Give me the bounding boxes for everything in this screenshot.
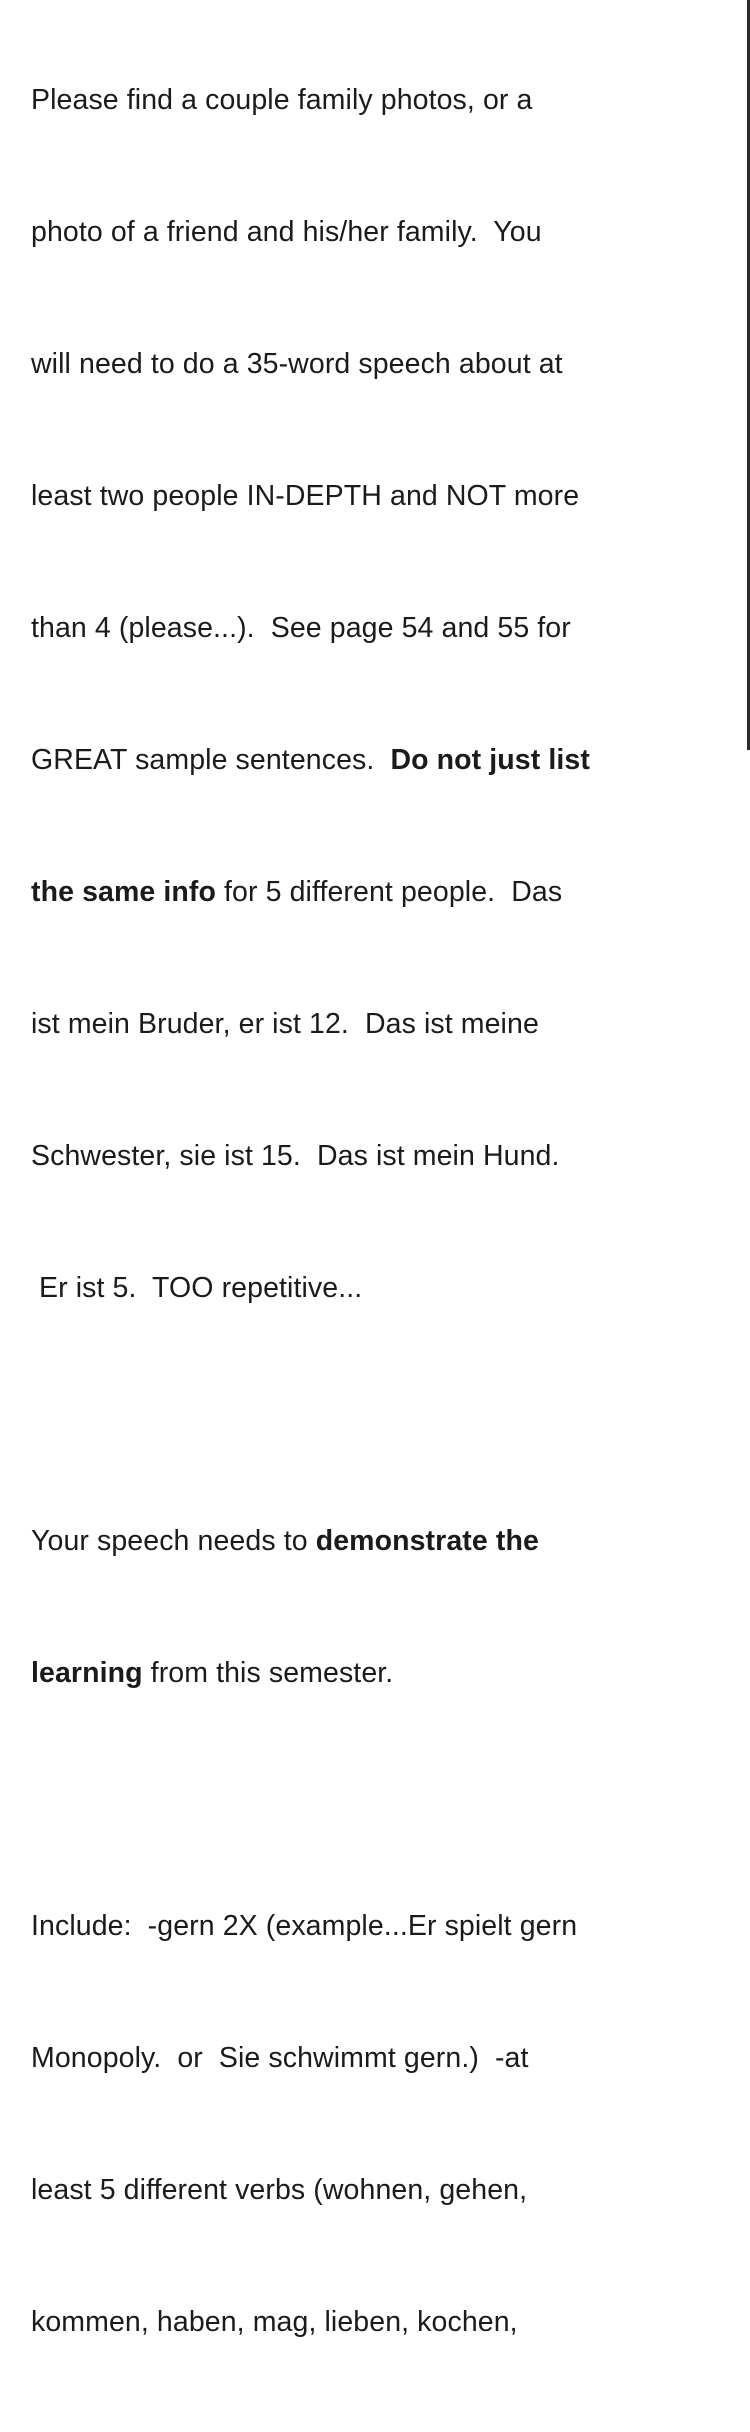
text-line: Please find a couple family photos, or a <box>31 84 533 116</box>
paragraph-include-list <box>31 1816 731 2432</box>
text-line: than 4 (please...). See page 54 and 55 for <box>31 612 571 644</box>
paragraph-speech-goal <box>31 1431 731 1783</box>
text-line: Er ist 5. TOO repetitive... <box>31 1272 363 1304</box>
text-line: Monopoly. or Sie schwimmt gern.) -at <box>31 2042 529 2074</box>
text-line <box>31 1651 731 1695</box>
text-line: ist mein Bruder, er ist 12. Das ist meine <box>31 1008 539 1040</box>
text-line: least two people IN-DEPTH and NOT more <box>31 480 580 512</box>
paragraph-spacer <box>31 1398 731 1431</box>
paragraph-instructions <box>31 0 731 1398</box>
text-line <box>31 738 731 782</box>
text-segment: for 5 different people. Das <box>216 876 563 908</box>
text-segment: from this semester. <box>142 1657 394 1689</box>
bold-emphasis: the same info <box>31 876 217 908</box>
text-line <box>31 1519 731 1563</box>
text-line: photo of a friend and his/her family. You <box>31 216 542 248</box>
text-segment: GREAT sample sentences. <box>31 744 391 776</box>
text-segment: Your speech needs to <box>31 1525 316 1557</box>
text-line <box>31 870 731 914</box>
text-line: kommen, haben, mag, lieben, kochen, <box>31 2306 518 2338</box>
text-line: Include: -gern 2X (example...Er spielt gern <box>31 1910 578 1942</box>
bold-emphasis: demonstrate the <box>315 1525 539 1557</box>
paragraph-spacer <box>31 1783 731 1816</box>
text-line: will need to do a 35-word speech about at <box>31 348 563 380</box>
document-body <box>31 0 731 2432</box>
text-line: least 5 different verbs (wohnen, gehen, <box>31 2174 528 2206</box>
text-line: Schwester, sie ist 15. Das ist mein Hund. <box>31 1140 560 1172</box>
bold-emphasis: Do not just list <box>390 744 590 776</box>
bold-emphasis: learning <box>31 1657 143 1689</box>
